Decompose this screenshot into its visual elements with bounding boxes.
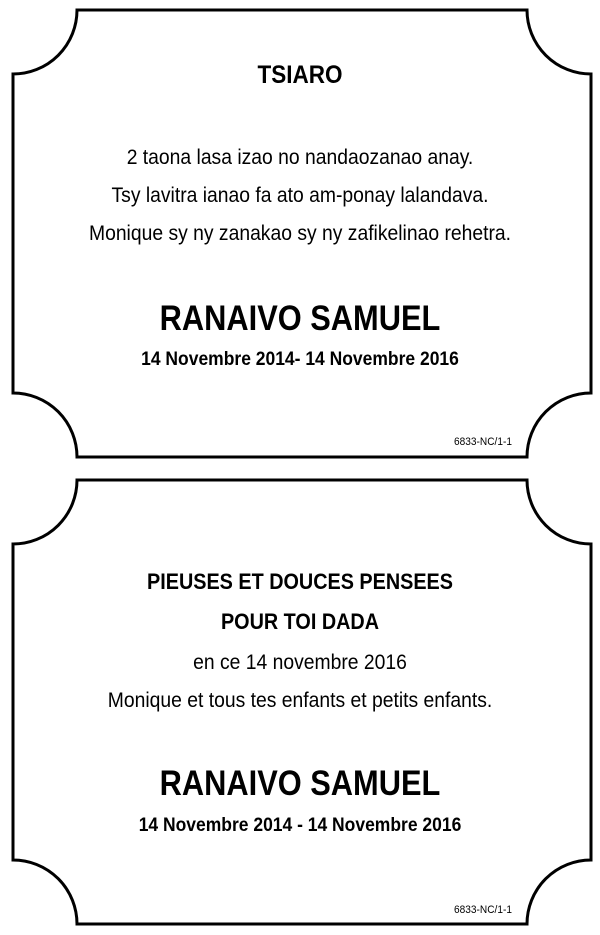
notice-1-message-line-3: Monique sy ny zanakao sy ny zafikelinao rehetra. — [88, 222, 512, 245]
notice-1-message-line-1: 2 taona lasa izao no nandaozanao anay. — [126, 146, 474, 169]
notice-1-dates: 14 Novembre 2014- 14 Novembre 2016 — [141, 349, 459, 370]
notice-2-name: RANAIVO SAMUEL — [159, 764, 441, 803]
notice-2-title-line-1: PIEUSES ET DOUCES PENSEES — [147, 569, 453, 594]
notice-2-message-line-2: Monique et tous tes enfants et petits enfants. — [107, 689, 493, 712]
notice-2-reference: 6833-NC/1-1 — [454, 904, 512, 916]
notice-2-dates: 14 Novembre 2014 - 14 Novembre 2016 — [138, 815, 462, 836]
notice-2-title-line-2: POUR TOI DADA — [220, 609, 380, 634]
notice-1-reference: 6833-NC/1-1 — [454, 436, 512, 448]
notice-1-title: TSIARO — [257, 61, 343, 89]
notice-card-2 — [0, 470, 600, 935]
notice-1-name: RANAIVO SAMUEL — [159, 299, 441, 338]
notice-1-message-line-2: Tsy lavitra ianao fa ato am-ponay lalandava. — [111, 184, 489, 207]
notice-2-message-line-1: en ce 14 novembre 2016 — [193, 651, 407, 674]
